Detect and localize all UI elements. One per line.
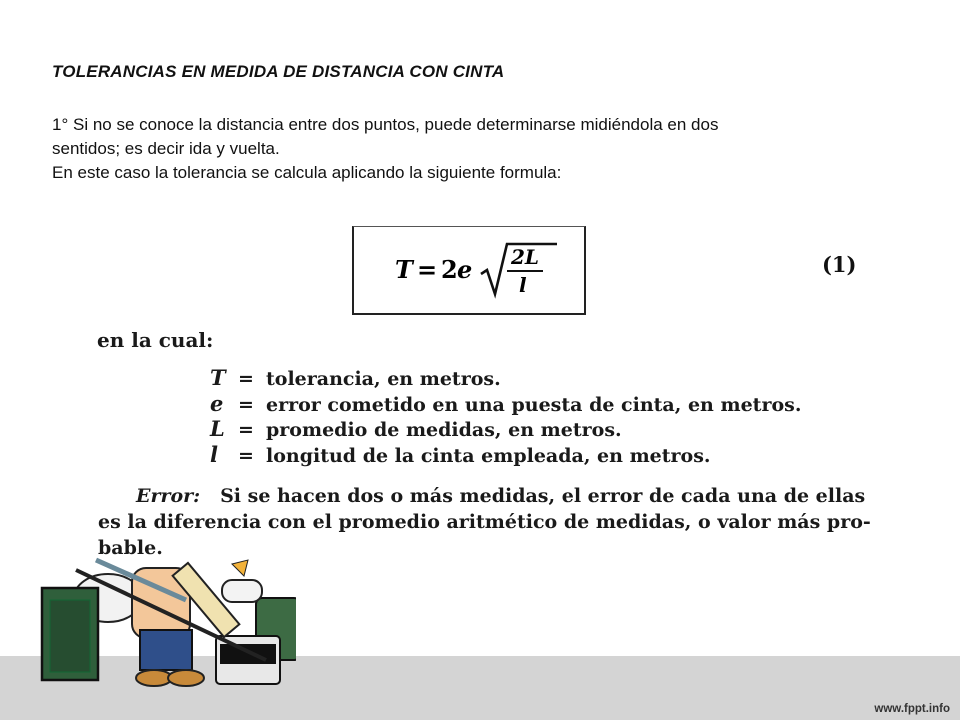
- formula-coef: 2: [441, 255, 458, 284]
- worker-with-drafting-tools-illustration: [36, 540, 296, 690]
- paragraph-line-3: En este caso la tolerancia se calcula aplicando la siguiente formula:: [52, 163, 562, 182]
- paragraph-line-1: 1° Si no se conoce la distancia entre dos puntos, puede determinarse midiéndola en dos: [52, 115, 719, 134]
- definition-eq: =: [238, 393, 254, 416]
- error-text-1: Si se hacen dos o más medidas, el error de cada una de ellas: [220, 485, 866, 507]
- definition-row: [210, 392, 801, 418]
- tolerance-formula: [395, 240, 565, 307]
- slide-title: TOLERANCIAS EN MEDIDA DE DISTANCIA CON CINTA: [52, 62, 505, 81]
- definition-desc: tolerancia, en metros.: [266, 368, 501, 390]
- footer-brand: www.fppt.info: [874, 703, 950, 715]
- definition-eq: =: [238, 368, 254, 390]
- definitions-list: [210, 366, 801, 468]
- formula-svg: [395, 240, 565, 300]
- definition-var: l: [210, 441, 218, 467]
- formula-denominator: l: [519, 273, 527, 297]
- definition-desc: longitud de la cinta empleada, en metros.: [266, 444, 711, 467]
- error-line-1: [98, 483, 878, 509]
- formula-equals: =: [417, 255, 438, 284]
- definitions-intro: en la cual:: [97, 328, 214, 352]
- formula-numerator: 2L: [511, 245, 539, 269]
- error-label: Error:: [136, 485, 201, 507]
- formula-e: e: [457, 255, 473, 284]
- error-line-2: es la diferencia con el promedio aritmético de medidas, o valor más pro-: [98, 511, 871, 533]
- definition-row: [210, 417, 801, 443]
- equation-number: (1): [822, 252, 857, 277]
- intro-paragraph: [52, 113, 912, 185]
- definition-var: T: [210, 365, 226, 390]
- definition-desc: promedio de medidas, en metros.: [266, 419, 622, 441]
- definition-row: [210, 443, 801, 469]
- definition-var: e: [210, 390, 224, 416]
- error-line-3: bable.: [98, 537, 163, 559]
- definition-var: L: [210, 416, 225, 441]
- definition-desc: error cometido en una puesta de cinta, en metros.: [266, 393, 802, 416]
- paragraph-line-2: sentidos; es decir ida y vuelta.: [52, 139, 280, 158]
- formula-lhs: T: [395, 255, 413, 284]
- definition-row: [210, 366, 801, 392]
- definition-eq: =: [238, 419, 254, 441]
- definition-eq: =: [238, 444, 254, 467]
